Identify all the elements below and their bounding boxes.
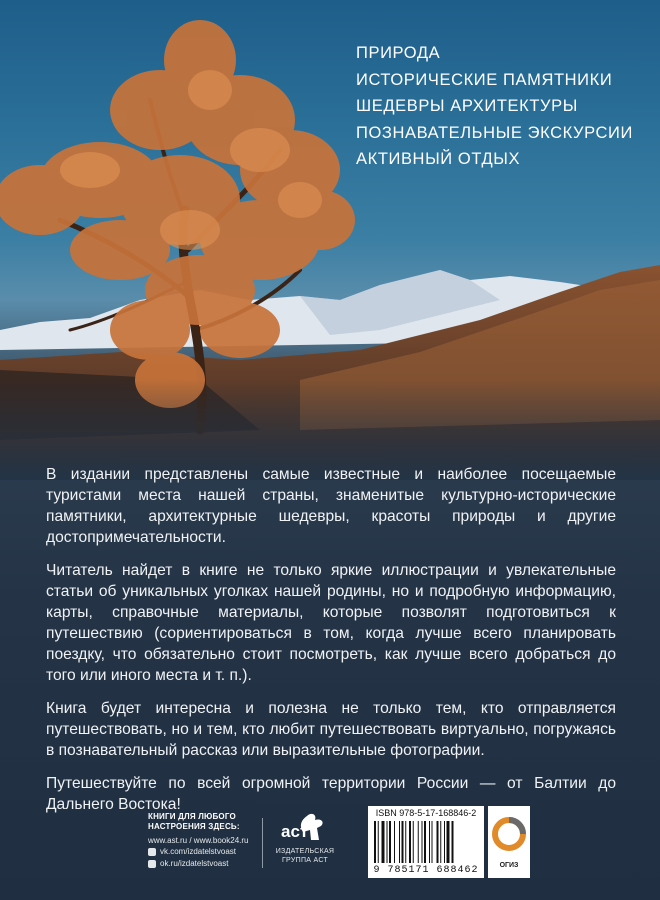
- barcode-bar: [405, 821, 406, 863]
- imprint-title: КНИГИ ДЛЯ ЛЮБОГО НАСТРОЕНИЯ ЗДЕСЬ:: [148, 812, 240, 831]
- topic-item: ИСТОРИЧЕСКИЕ ПАМЯТНИКИ: [356, 70, 613, 89]
- ogiz-ring-icon: [488, 806, 530, 860]
- ok-icon: [148, 860, 156, 868]
- barcode-bar: [387, 821, 388, 863]
- barcode-bar: [429, 821, 430, 863]
- paragraph: В издании представлены самые известные и наиболее посещаемые туристами места нашей страны, знаменитые культурно-исторические памятники, архитектурные шедевры, красоты природы и другие достопримечательности.: [46, 466, 616, 546]
- publisher-name: ИЗДАТЕЛЬСКАЯ ГРУППА АСТ: [275, 848, 335, 864]
- topic-item: ПОЗНАВАТЕЛЬНЫЕ ЭКСКУРСИИ: [356, 123, 633, 142]
- barcode-bar: [422, 821, 423, 863]
- barcode: [368, 806, 484, 878]
- topic-item: ШЕДЕВРЫ АРХИТЕКТУРЫ: [356, 97, 578, 115]
- divider: [262, 818, 263, 868]
- ogiz-logo: [488, 806, 530, 878]
- vk-icon: [148, 848, 156, 856]
- barcode-bar: [413, 821, 414, 863]
- annotation-text: [46, 464, 616, 827]
- topic-item: ПРИРОДА: [356, 44, 441, 62]
- barcode-number: 9 785171 688462: [373, 865, 479, 876]
- paragraph: Путешествуйте по всей огромной территории России — от Балтии до Дальнего Востока!: [46, 775, 616, 813]
- topics-list: [356, 40, 633, 173]
- barcode-bar: [394, 821, 395, 863]
- paragraph: Книга будет интересна и полезна не только тем, кто отправляется путешествовать, но и тем, кто любит путешествовать виртуально, погружаясь в познавательный рассказ или выразительные фотографии.: [46, 700, 616, 759]
- paragraph: Читатель найдет в книге не только яркие иллюстрации и увлекательные статьи об уникальных уголках нашей родины, но и подробную информацию, карты, справочные материалы, которые позволят подготовиться к путешествию (сориентироваться в том, когда лучше всего планировать поездку, что обязательно стоит посмотреть, как лучше всего добраться до того или иного места и т. п.).: [46, 562, 616, 684]
- vk-link: [148, 846, 258, 858]
- barcode-bar: [452, 821, 454, 863]
- ast-logo: [277, 812, 333, 842]
- barcode-bar: [402, 821, 404, 863]
- isbn-text: ISBN 978-5-17-168846-2: [375, 808, 477, 818]
- barcode-bar: [389, 821, 391, 863]
- barcode-bar: [418, 821, 419, 863]
- topic-item: АКТИВНЫЙ ОТДЫХ: [356, 150, 521, 168]
- barcode-bar: [378, 821, 379, 863]
- ok-link: [148, 858, 258, 870]
- svg-text:аст: аст: [281, 822, 309, 841]
- barcode-bars: [374, 821, 478, 863]
- publisher-block: [270, 812, 340, 865]
- barcode-bar: [447, 821, 450, 863]
- vk-url: vk.com/izdatelstvoast: [160, 847, 237, 856]
- barcode-bar: [444, 821, 445, 863]
- barcode-bar: [432, 821, 433, 863]
- barcode-bar: [374, 821, 376, 863]
- barcode-bar: [399, 821, 400, 863]
- imprint-block: [148, 812, 258, 870]
- barcode-bar: [424, 821, 426, 863]
- barcode-bar: [440, 821, 441, 863]
- ok-url: ok.ru/izdatelstvoast: [160, 859, 229, 868]
- barcode-bar: [382, 821, 385, 863]
- website-links: www.ast.ru / www.book24.ru: [148, 836, 249, 845]
- barcode-bar: [409, 821, 411, 863]
- barcode-bar: [437, 821, 439, 863]
- ogiz-label: ОГИЗ: [499, 862, 519, 869]
